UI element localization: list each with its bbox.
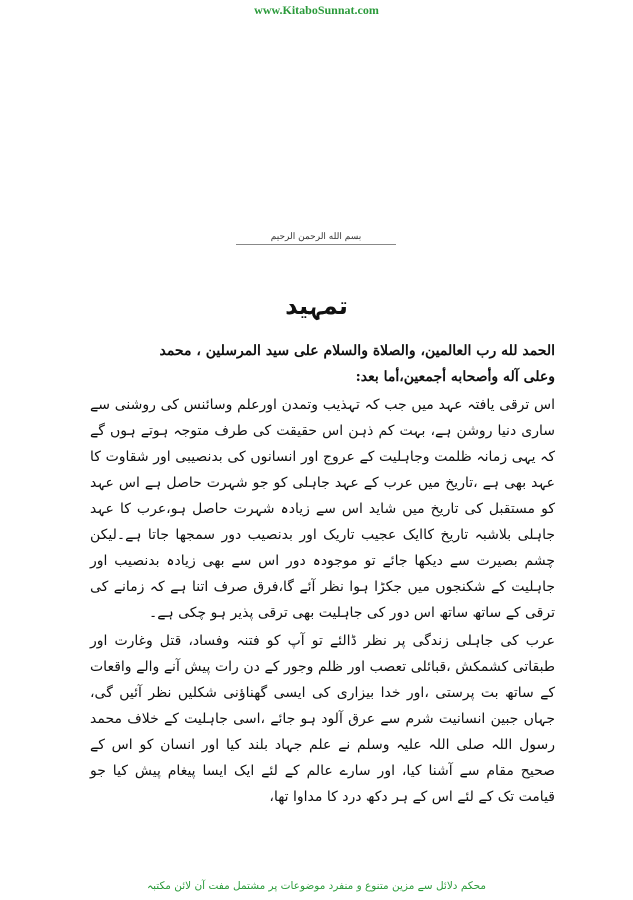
paragraph-line: ہے کہ زمانے کی ترقی کے ساتھ ساتھ اس دور کی جاہلیت بھی ترقی پذیر ہو چکی ہے۔ <box>90 579 555 621</box>
paragraph-line: دور اس سے بھی زیادہ بدنصیب اور جاہلیت کے شکنجوں میں جکڑا ہوا نظر آئے گا،فرق صرف اتنا <box>90 553 555 595</box>
arabic-invocation <box>90 338 555 390</box>
paragraph-line: کی ایسی گھناؤنی شکلیں نظر آئیں گی، جہاں جبین انسانیت شرم سے عرق آلود ہو جائے ،اسی جاہلیت <box>90 685 555 727</box>
bismillah-calligraphy: بسم الله الرحمن الرحيم <box>236 230 396 245</box>
paragraph-line: عرب کی جاہلی زندگی پر نظر ڈالئے تو آپ کو فتنہ وفساد، قتل وغارت اور طبقاتی کشمکش ،قبائلی <box>90 633 555 675</box>
paragraph-line: کاایک عجیب تاریک اور بدنصیب دور سمجھا جاتا ہے۔لیکن چشم بصیرت سے دیکھا جائے تو موجودہ <box>90 527 555 569</box>
paragraph-line: اس عہد کو مستقبل کی تاریخ میں شاید اس سے زیادہ شہرت حاصل ہو،عرب کا عہد جاہلی بلاشبہ تاریخ <box>90 475 555 543</box>
paragraph-line: بہت کم ذہن اس حقیقت کی طرف متوجہ ہوتے ہوں گے کہ یہی زمانہ ظلمت وجاہلیت کے عروج اور <box>90 423 556 465</box>
paragraph-line: تعصب اور ظلم وجور کے دن رات پیش آنے والے واقعات کے ساتھ بت پرستی ،اور خدا بیزاری <box>90 659 555 701</box>
footer-text: محکم دلائل سے مزین متنوع و منفرد موضوعات پر مشتمل مفت آن لائن مکتبہ <box>146 880 487 892</box>
paragraph-2 <box>90 628 555 810</box>
paragraph-1 <box>90 392 555 626</box>
body-text <box>90 338 555 810</box>
site-url-header: www.KitaboSunnat.com <box>254 3 379 17</box>
page-title: تمہید <box>285 292 348 320</box>
paragraph-line: کے خلاف محمد رسول اللہ صلی اللہ علیہ وسلم نے علم جہاد بلند کیا اور انسان کو اس کے صحیح مقام سے آشنا کیا، <box>90 711 555 779</box>
paragraph-line: اس ترقی یافتہ عہد میں جب کہ تہذیب وتمدن اورعلم وسائنس کی روشنی سے ساری دنیا روشن ہے، <box>90 397 556 439</box>
arabic-invocation-line: الحمد لله رب العالمين، والصلاة والسلام على سيد المرسلين ، محمد <box>159 343 555 359</box>
paragraph-line: انسانوں کی بدنصیبی اور شقاوت کا عہد بھی ہے ،تاریخ میں عرب کے عہد جاہلی کو جو شہرت حاصل ہے <box>90 449 556 491</box>
arabic-invocation-line: وعلى آله وأصحابه أجمعين،أما بعد: <box>355 369 555 385</box>
paragraph-line: اور سارے عالم کے لئے ایک ایسا پیغام پیش کیا جو قیامت تک کے لئے اس کے ہر دکھ درد کا مداوا تھا، <box>90 763 555 805</box>
